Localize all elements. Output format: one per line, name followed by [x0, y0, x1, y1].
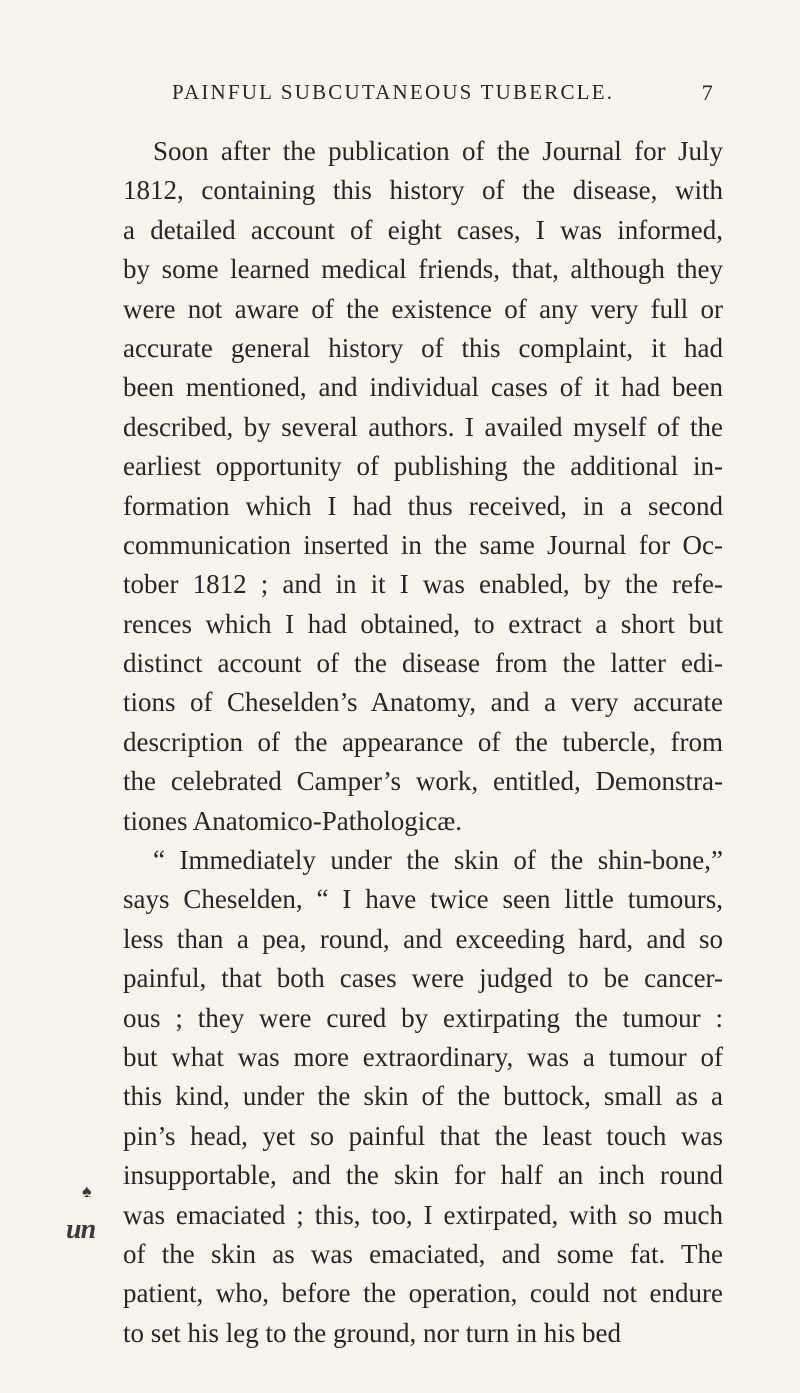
- text-line: described, by several authors. I availed myself of the: [123, 411, 723, 442]
- text-line: pin’s head, yet so painful that the least touch was: [123, 1120, 723, 1151]
- text-line: this kind, under the skin of the buttock, small as a: [123, 1081, 723, 1112]
- running-title: PAINFUL SUBCUTANEOUS TUBERCLE.: [172, 80, 615, 104]
- text-line: tions of Cheselden’s Anatomy, and a very accurate: [123, 687, 723, 718]
- text-line: of the skin as was emaciated, and some fat. The: [123, 1238, 723, 1269]
- body-text: [123, 132, 723, 1353]
- text-line: to set his leg to the ground, nor turn in his bed: [123, 1317, 621, 1348]
- text-line: “ Immediately under the skin of the shin-bone,”: [153, 845, 723, 876]
- text-line: tiones Anatomico-Pathologicæ.: [123, 805, 462, 836]
- text-line: the celebrated Camper’s work, entitled, Demonstra-: [123, 766, 723, 797]
- margin-bullet-mark: ♠: [82, 1181, 92, 1201]
- text-line: distinct account of the disease from the latter edi-: [123, 648, 723, 679]
- text-line: earliest opportunity of publishing the additional in-: [123, 451, 723, 482]
- running-head: [120, 80, 715, 114]
- text-line: been mentioned, and individual cases of it had been: [123, 372, 723, 403]
- text-line: tober 1812 ; and in it I was enabled, by the refe-: [123, 569, 723, 600]
- text-line: 1812, containing this history of the disease, with: [123, 175, 723, 206]
- text-line: says Cheselden, “ I have twice seen little tumours,: [123, 884, 723, 915]
- text-line: accurate general history of this complaint, it had: [123, 332, 723, 363]
- text-line: description of the appearance of the tubercle, from: [123, 726, 723, 757]
- text-line: was emaciated ; this, too, I extirpated, with so much: [123, 1199, 723, 1230]
- text-line: formation which I had thus received, in a second: [123, 490, 723, 521]
- text-line: but what was more extraordinary, was a tumour of: [123, 1041, 723, 1072]
- text-line: less than a pea, round, and exceeding hard, and so: [123, 923, 723, 954]
- text-line: a detailed account of eight cases, I was informed,: [123, 214, 723, 245]
- text-line: ous ; they were cured by extirpating the tumour :: [123, 1002, 723, 1033]
- text-line: patient, who, before the operation, could not endure: [123, 1278, 723, 1309]
- text-line: insupportable, and the skin for half an inch round: [123, 1160, 723, 1191]
- text-line: by some learned medical friends, that, although they: [123, 254, 723, 285]
- text-line: painful, that both cases were judged to be cancer-: [123, 963, 723, 994]
- text-line: communication inserted in the same Journal for Oc-: [123, 529, 723, 560]
- text-line: were not aware of the existence of any very full or: [123, 293, 723, 324]
- text-line: rences which I had obtained, to extract a short but: [123, 608, 723, 639]
- text-line: Soon after the publication of the Journal for July: [153, 136, 723, 166]
- page-number: 7: [701, 80, 715, 105]
- handwritten-margin-note: un: [66, 1214, 96, 1245]
